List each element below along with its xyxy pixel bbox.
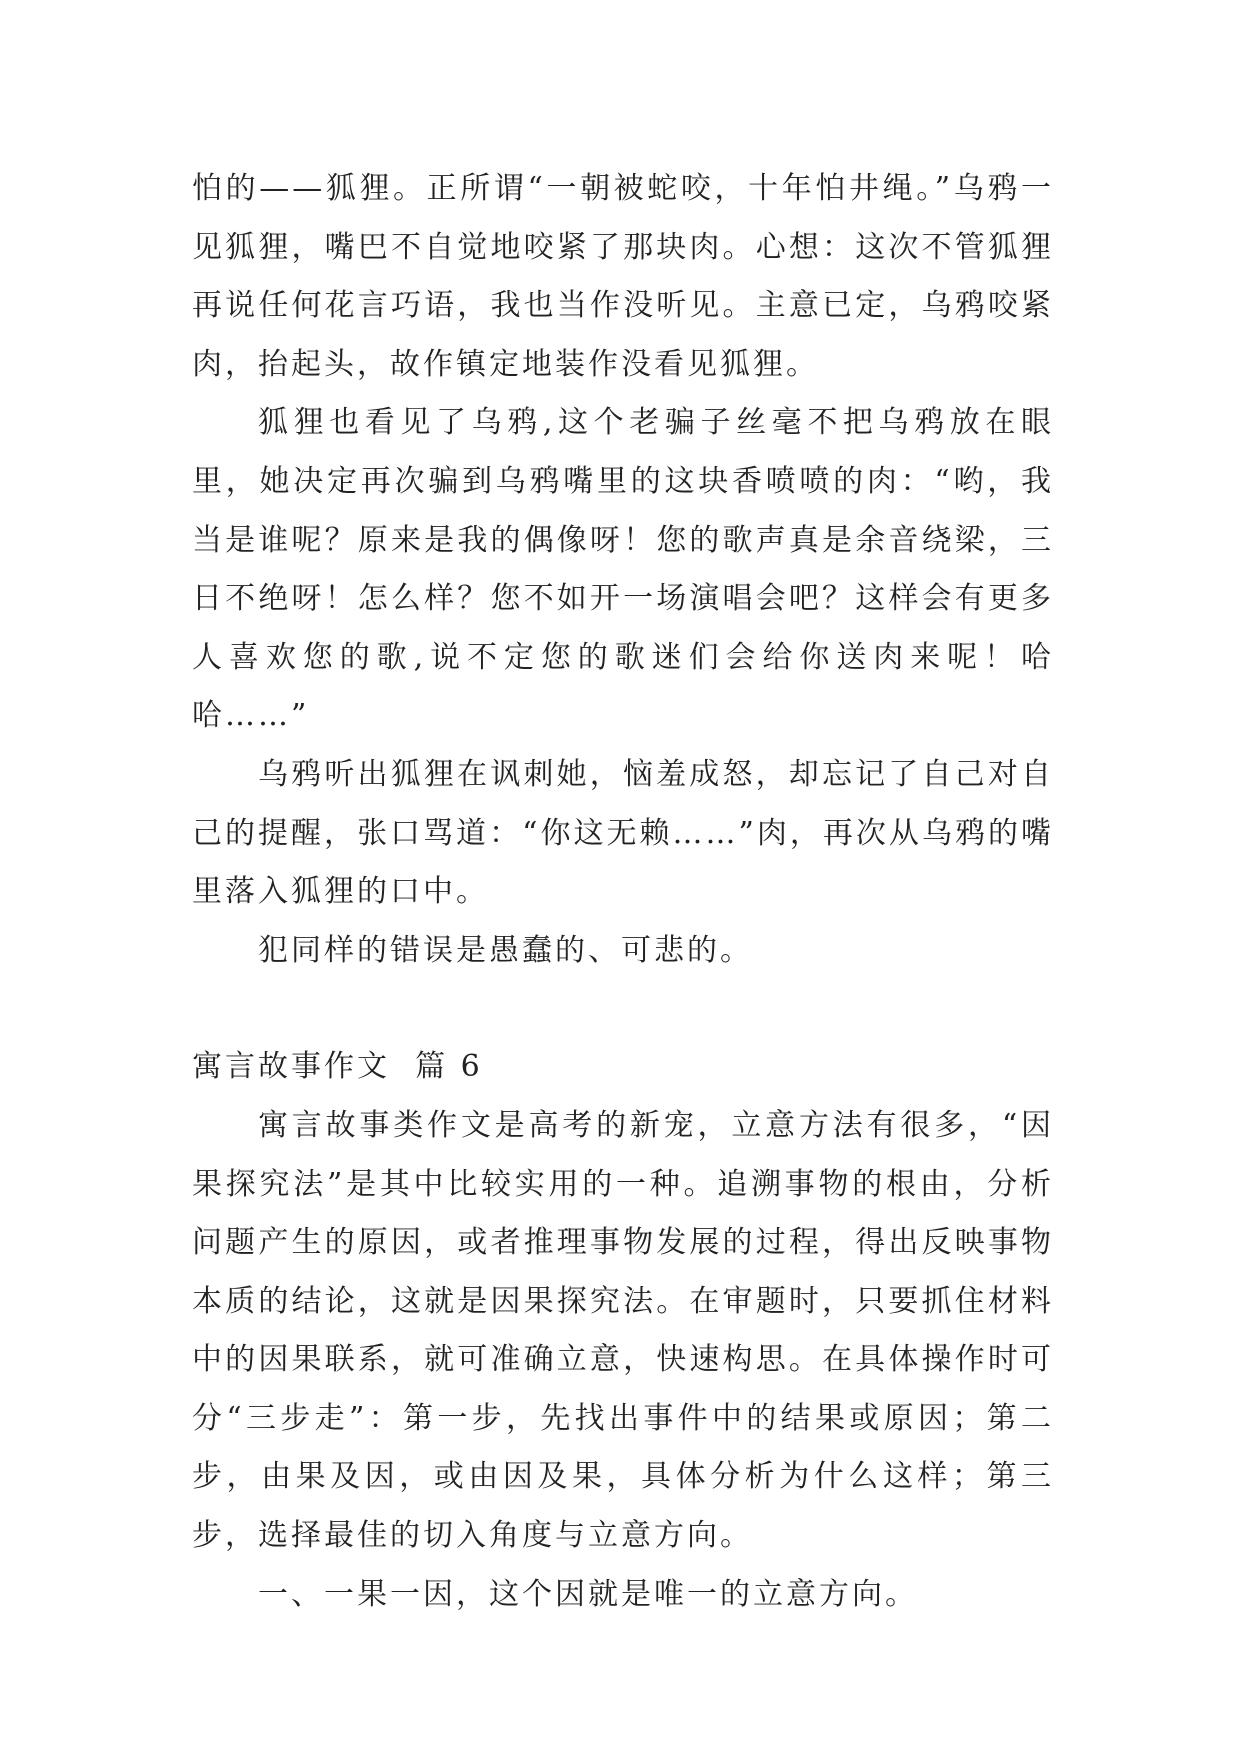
paragraph-point-one: 一、一果一因，这个因就是唯一的立意方向。	[258, 1576, 918, 1612]
paragraph-continued: 怕的——狐狸。正所谓“一朝被蛇咬，十年怕井绳。”乌鸦一见狐狸，嘴巴不自觉地咬紧了那块肉。心想：这次不管狐狸再说任何花言巧语，我也当作没听见。主意已定，乌鸦咬紧肉，抬起头，故作镇定地装作没看见狐狸。	[192, 171, 1054, 382]
paragraph-fox-speech: 狐狸也看见了乌鸦,这个老骗子丝毫不把乌鸦放在眼里，她决定再次骗到乌鸦嘴里的这块香喷喷的肉：“哟，我当是谁呢？原来是我的偶像呀！您的歌声真是余音绕梁，三日不绝呀！怎么样？您不如开一场演唱会吧？这样会有更多人喜欢您的歌,说不定您的歌迷们会给你送肉来呢！哈哈……”	[192, 405, 1054, 734]
section-spacer	[192, 980, 1054, 1038]
paragraph-method-intro: 寓言故事类作文是高考的新宠，立意方法有很多，“因果探究法”是其中比较实用的一种。追溯事物的根由，分析问题产生的原因，或者推理事物发展的过程，得出反映事物本质的结论，这就是因果探究法。在审题时，只要抓住材料中的因果联系，就可准确立意，快速构思。在具体操作时可分“三步走”：第一步，先找出事件中的结果或原因；第二步，由果及因，或由因及果，具体分析为什么这样；第三步，选择最佳的切入角度与立意方向。	[192, 1107, 1054, 1554]
paragraph-moral: 犯同样的错误是愚蠢的、可悲的。	[258, 932, 753, 968]
paragraph-crow-reaction: 乌鸦听出狐狸在讽刺她，恼羞成怒，却忘记了自己对自己的提醒，张口骂道：“你这无赖……”肉，再次从乌鸦的嘴里落入狐狸的口中。	[192, 756, 1054, 910]
section-heading: 寓言故事作文 篇 6	[192, 1049, 483, 1085]
text-column	[192, 160, 1054, 1624]
